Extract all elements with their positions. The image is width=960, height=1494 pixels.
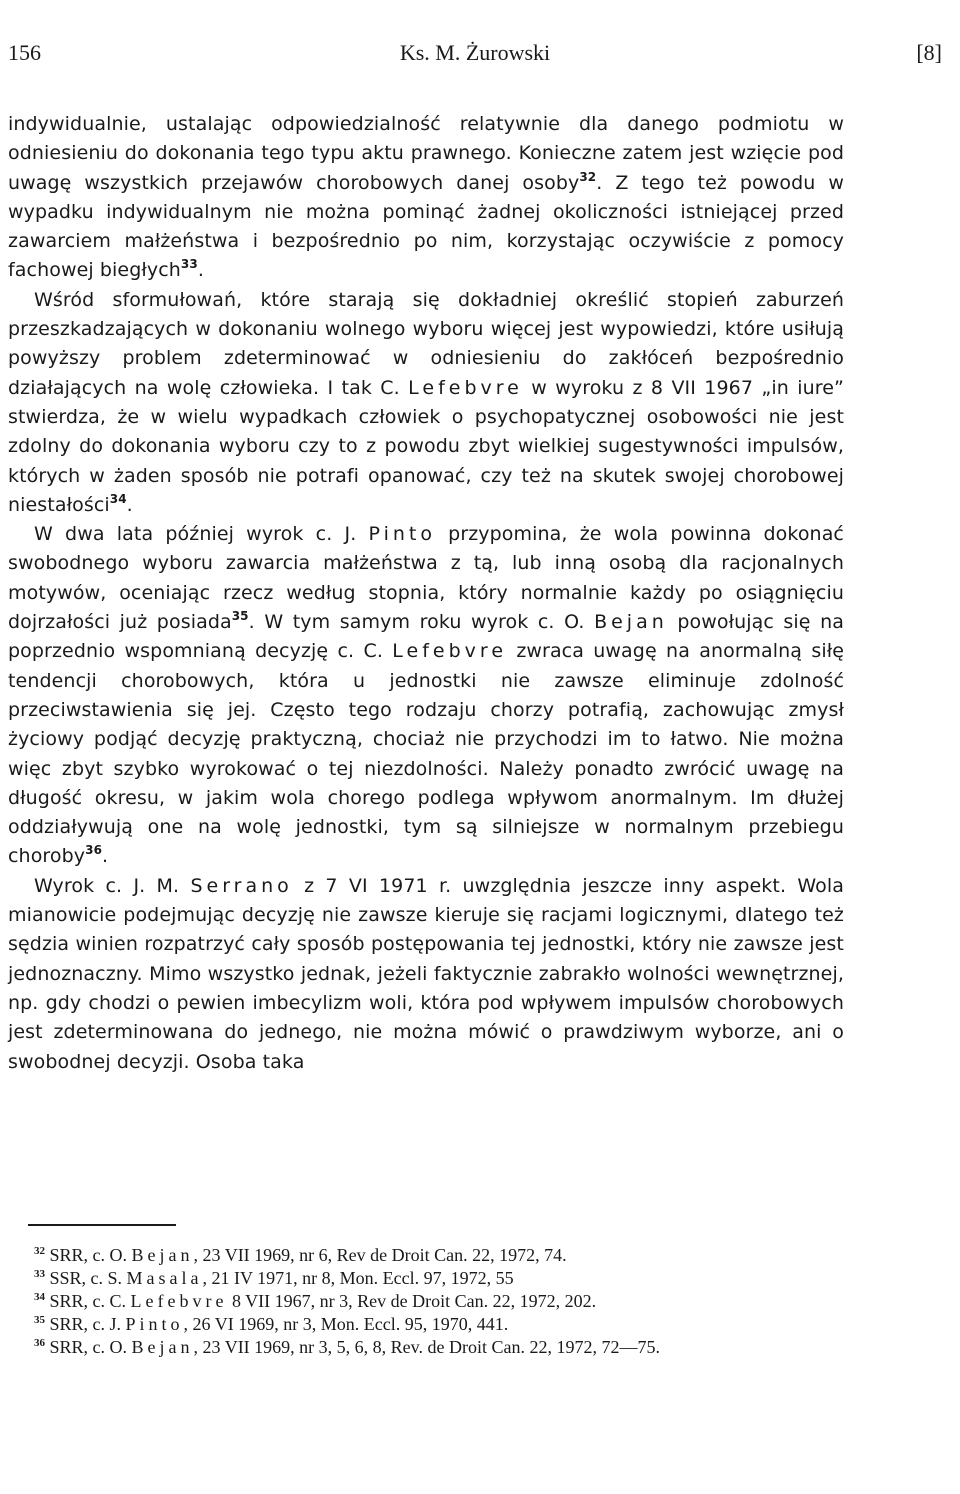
footnote-ref: 32 (579, 169, 597, 184)
footnote-text: SRR, c. C. (49, 1291, 131, 1311)
page-number: 156 (8, 40, 41, 65)
section-number: [8] (916, 40, 942, 65)
footnote-number: 36 (34, 1337, 45, 1349)
text-run: . (197, 259, 204, 282)
text-run: przypomina, że wola powinna dokonać swobodnego wyboru zawarcia małżeństwa z tą, lub inną osobą dla racjonalnych motywów, oceniając rzecz według stopnia, który normalnie każdy po osiągnięciu dojrzałości już posiada (8, 523, 844, 634)
footnote (8, 1267, 844, 1290)
footnote (8, 1244, 844, 1267)
footnote-number: 34 (34, 1291, 45, 1303)
text-run: . W tym samym roku wyrok c. O. (248, 611, 595, 634)
text-run: W dwa lata później wyrok c. J. (34, 523, 369, 546)
text-run: Wśród sformułowań, które starają się dokładniej określić stopień zaburzeń przeszkadzających w dokonaniu wolnego wyboru więcej jest wypowiedzi, które usiłują powyższy problem zdeterminować w odniesieniu do zakłóceń bezpośrednio działających na wolę człowieka. I tak C. (8, 288, 844, 399)
cited-name: Masala (126, 1268, 203, 1288)
cited-name: Lefebvre (130, 1291, 228, 1311)
footnote-number: 32 (34, 1245, 45, 1257)
text-run: Wyrok c. J. M. (34, 874, 191, 897)
paragraph (8, 110, 844, 286)
text-run: z 7 VI 1971 r. uwzględnia jeszcze inny aspekt. Wola mianowicie podejmując decyzję nie zawsze kieruje się racjami logicznymi, dlatego też sędzia winien rozpatrzyć cały sposób postępowania tej jednostki, który nie zawsze jest jednoznaczny. Mimo wszystko jednak, jeżeli faktycznie zabrakło wolności wewnętrznej, np. gdy chodzi o pewien imbecylizm woli, która pod wpływem impulsów chorobowych jest zdeterminowana do jednego, nie można mówić o prawdziwym wyborze, ani o swobodnej decyzji. Osoba taka (8, 874, 844, 1073)
footnote (8, 1313, 844, 1336)
footnote-text: , 21 IV 1971, nr 8, Mon. Eccl. 97, 1972, 55 (202, 1268, 514, 1288)
footnotes (8, 1244, 844, 1359)
cited-name: Serrano (190, 874, 293, 897)
footnote-divider (28, 1224, 176, 1226)
footnote-number: 33 (34, 1268, 45, 1280)
footnote-text: SRR, c. O. (49, 1245, 132, 1265)
text-run: zwraca uwagę na anormalną siłę tendencji chorobowych, która u jednostki nie zawsze eliminuje zdolność przeciwstawienia się jej. Często tego rodzaju chorzy potrafią, zachowując zmysł życiowy podjąć decyzję praktyczną, chociaż nie przychodzi im to łatwo. Nie można więc zbyt szybko wyrokować o tej niezdolności. Należy ponadto zwrócić uwagę na długość okresu, w jakim wola chorego podlega wpływom anormalnym. Im dłużej oddziaływują one na wolę jednostki, tym są silniejsze w normalnym przebiegu choroby (8, 640, 845, 868)
footnote-number: 35 (34, 1314, 45, 1326)
cited-name: Lefebvre (408, 376, 523, 399)
cited-name: Pinto (368, 523, 436, 546)
running-author: Ks. M. Żurowski (399, 40, 551, 65)
cited-name: Bejan (594, 611, 668, 634)
paragraph (8, 872, 844, 1077)
footnote-ref: 33 (180, 257, 198, 272)
body-text (8, 110, 844, 1077)
footnote-text: SSR, c. S. (49, 1268, 127, 1288)
footnote-text: 8 VII 1967, nr 3, Rev de Droit Can. 22, 1972, 202. (227, 1291, 597, 1311)
paragraph (8, 286, 844, 520)
cited-name: Bejan (131, 1245, 194, 1265)
footnote (8, 1290, 844, 1313)
paragraph (8, 520, 844, 872)
footnote-text: , 26 VI 1969, nr 3, Mon. Eccl. 95, 1970, 441. (183, 1314, 509, 1334)
footnote-text: SRR, c. J. (49, 1314, 126, 1334)
footnote-text: , 23 VII 1969, nr 3, 5, 6, 8, Rev. de Droit Can. 22, 1972, 72—75. (193, 1337, 660, 1357)
footnote (8, 1336, 844, 1359)
page-header (8, 40, 942, 74)
cited-name: Lefebvre (392, 640, 508, 663)
text-run: w wyroku z 8 VII 1967 „in iure” stwierdza, że w wielu wypadkach człowiek o psychopatycznej osobowości nie jest zdolny do dokonania wyboru czy to z powodu zbyt wielkiej sugestywności impulsów, których w żaden sposób nie potrafi opanować, czy też na skutek swojej chorobowej niestałości (8, 376, 844, 516)
footnote-ref: 36 (85, 843, 103, 858)
text-run: . (126, 493, 133, 516)
footnote-text: , 23 VII 1969, nr 6, Rev de Droit Can. 22, 1972, 74. (193, 1245, 567, 1265)
footnote-ref: 35 (231, 609, 249, 624)
footnote-ref: 34 (109, 491, 127, 506)
text-run: . Z tego też powodu w wypadku indywidualnym nie można pominąć żadnej okoliczności istniejącej przed zawarciem małżeństwa i bezpośrednio po nim, korzystając oczywiście z pomocy fachowej biegłych (8, 171, 844, 282)
cited-name: Bejan (131, 1337, 194, 1357)
text-run: indywidualnie, ustalając odpowiedzialność relatywnie dla danego podmiotu w odniesieniu do dokonania tego typu aktu prawnego. Konieczne zatem jest wzięcie pod uwagę wszystkich przejawów chorobowych danej osoby (8, 113, 844, 194)
cited-name: Pinto (125, 1314, 184, 1334)
text-run: . (102, 845, 109, 868)
text-run: powołując się na poprzednio wspomnianą decyzję c. C. (8, 611, 845, 663)
footnote-text: SRR, c. O. (49, 1337, 132, 1357)
